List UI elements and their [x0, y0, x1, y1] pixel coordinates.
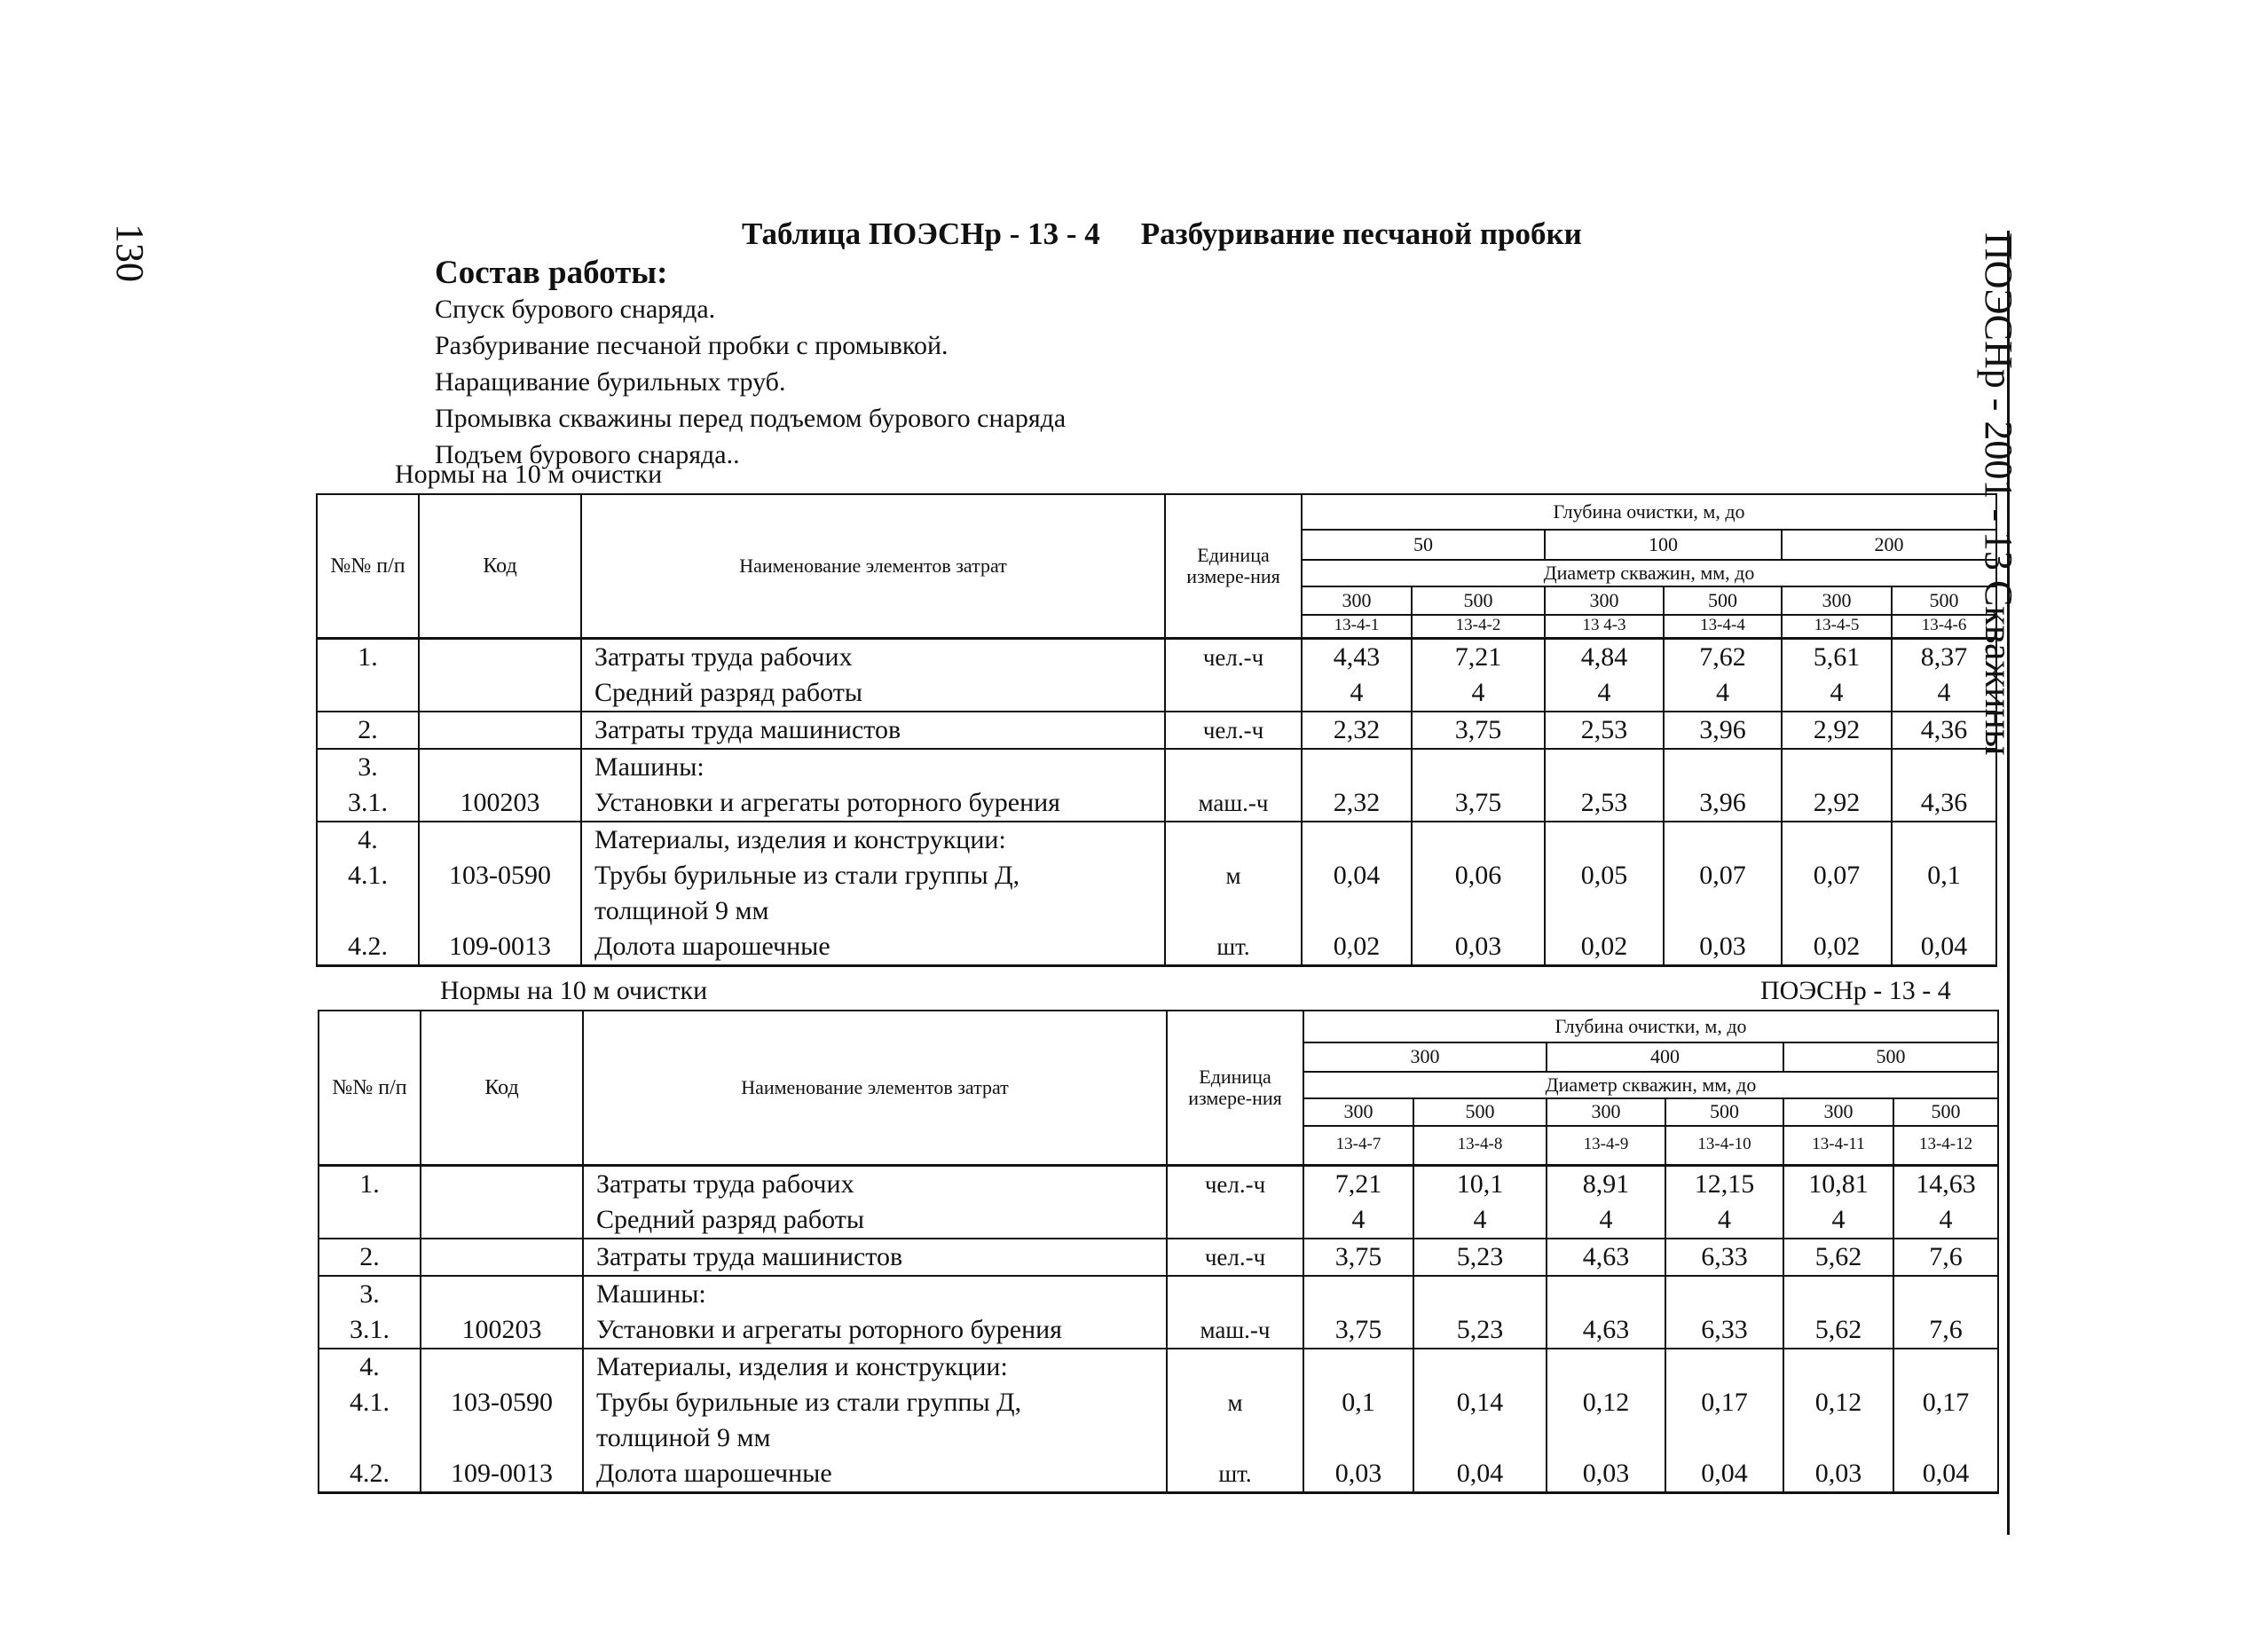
row-value: 4 — [1782, 675, 1892, 712]
row-value: 8,91 — [1547, 1165, 1665, 1202]
row-value: 0,17 — [1665, 1385, 1783, 1420]
row-code — [421, 1239, 583, 1276]
row-code — [421, 1420, 583, 1456]
row-value — [1303, 1420, 1413, 1456]
row-cost-element: Затраты труда рабочих — [581, 638, 1165, 675]
work-item: Промывка скважины перед подъемом бурового снаряда — [435, 404, 1067, 433]
row-value: 0,04 — [1302, 858, 1412, 893]
row-value — [1545, 749, 1664, 785]
row-value: 0,04 — [1665, 1456, 1783, 1493]
row-unit: шт. — [1167, 1456, 1303, 1493]
row-value — [1892, 749, 1996, 785]
row-value — [1782, 749, 1892, 785]
table-row — [317, 858, 1996, 893]
row-value: 7,6 — [1893, 1312, 1998, 1349]
row-value — [1413, 1349, 1547, 1385]
row-value — [1664, 893, 1782, 929]
header-diameter-value: 500 — [1412, 586, 1545, 615]
header-norm-code: 13-4-1 — [1302, 615, 1412, 638]
row-value: 7,21 — [1412, 638, 1545, 675]
row-value — [1665, 1349, 1783, 1385]
table-code-label-2: ПОЭСНр - 13 - 4 — [1760, 976, 1951, 1005]
header-code: Код — [419, 494, 581, 638]
table-title — [742, 216, 1582, 252]
row-unit: маш.-ч — [1167, 1312, 1303, 1349]
header-norm-code: 13 4-3 — [1545, 615, 1664, 638]
row-unit: чел.-ч — [1167, 1165, 1303, 1202]
row-number: 3.1. — [319, 1312, 421, 1349]
row-cost-element: Установки и агрегаты роторного бурения — [581, 785, 1165, 822]
row-value — [1893, 1420, 1998, 1456]
header-diameter-value: 500 — [1664, 586, 1782, 615]
work-composition-list — [435, 291, 1066, 473]
table-row — [317, 638, 1996, 675]
table-row — [317, 929, 1996, 966]
row-value: 4,63 — [1547, 1312, 1665, 1349]
row-value: 8,37 — [1892, 638, 1996, 675]
row-code — [419, 675, 581, 712]
table-row — [319, 1385, 1998, 1420]
row-value: 0,02 — [1545, 929, 1664, 966]
header-norm-code: 13-4-4 — [1664, 615, 1782, 638]
row-value: 0,05 — [1545, 858, 1664, 893]
row-value — [1547, 1420, 1665, 1456]
row-unit — [1165, 822, 1302, 858]
row-unit — [1167, 1420, 1303, 1456]
row-value — [1303, 1276, 1413, 1312]
row-value: 12,15 — [1665, 1165, 1783, 1202]
row-value — [1547, 1276, 1665, 1312]
header-norm-code: 13-4-9 — [1547, 1126, 1665, 1165]
row-value — [1412, 749, 1545, 785]
table-name: Разбуривание песчаной пробки — [1140, 216, 1582, 251]
row-cost-element: Установки и агрегаты роторного бурения — [583, 1312, 1167, 1349]
row-value — [1783, 1349, 1893, 1385]
row-value: 3,75 — [1303, 1239, 1413, 1276]
row-value: 10,81 — [1783, 1165, 1893, 1202]
row-code — [421, 1202, 583, 1239]
row-value — [1547, 1349, 1665, 1385]
row-value: 0,06 — [1412, 858, 1545, 893]
header-norm-code: 13-4-11 — [1783, 1126, 1893, 1165]
row-code: 100203 — [419, 785, 581, 822]
row-cost-element: Долота шарошечные — [583, 1456, 1167, 1493]
row-value: 10,1 — [1413, 1165, 1547, 1202]
row-number: 4. — [319, 1349, 421, 1385]
row-value — [1303, 1349, 1413, 1385]
row-unit: чел.-ч — [1167, 1239, 1303, 1276]
norms-label-1: Нормы на 10 м очистки — [395, 460, 663, 489]
header-diameter: Диаметр скважин, мм, до — [1303, 1072, 1998, 1098]
row-code — [419, 638, 581, 675]
row-value: 0,03 — [1547, 1456, 1665, 1493]
table-row — [317, 822, 1996, 858]
row-number: 4.1. — [317, 858, 419, 893]
table-row — [317, 893, 1996, 929]
row-code: 109-0013 — [419, 929, 581, 966]
row-cost-element: Материалы, изделия и конструкции: — [583, 1349, 1167, 1385]
header-depth-value: 400 — [1547, 1042, 1783, 1072]
row-value — [1413, 1276, 1547, 1312]
row-value: 2,32 — [1302, 785, 1412, 822]
row-value: 3,75 — [1412, 785, 1545, 822]
row-value: 4 — [1547, 1202, 1665, 1239]
row-value: 6,33 — [1665, 1239, 1783, 1276]
row-unit — [1165, 675, 1302, 712]
row-code — [419, 822, 581, 858]
header-diameter-value: 500 — [1892, 586, 1996, 615]
row-value: 4 — [1545, 675, 1664, 712]
row-value — [1664, 749, 1782, 785]
row-code — [419, 893, 581, 929]
header-norm-code: 13-4-2 — [1412, 615, 1545, 638]
row-code: 100203 — [421, 1312, 583, 1349]
row-code — [421, 1165, 583, 1202]
row-value: 0,12 — [1547, 1385, 1665, 1420]
header-norm-code: 13-4-12 — [1893, 1126, 1998, 1165]
header-norm-code: 13-4-6 — [1892, 615, 1996, 638]
row-value: 5,61 — [1782, 638, 1892, 675]
header-norm-code: 13-4-5 — [1782, 615, 1892, 638]
header-cost-element: Наименование элементов затрат — [583, 1011, 1167, 1165]
header-depth: Глубина очистки, м, до — [1303, 1011, 1998, 1042]
header-depth-value: 200 — [1782, 530, 1996, 560]
row-code — [419, 749, 581, 785]
row-value — [1665, 1276, 1783, 1312]
row-value: 4 — [1892, 675, 1996, 712]
row-value — [1892, 893, 1996, 929]
table-code: Таблица ПОЭСНр - 13 - 4 — [742, 216, 1100, 251]
row-value — [1664, 822, 1782, 858]
header-depth: Глубина очистки, м, до — [1302, 494, 1996, 530]
row-unit — [1167, 1276, 1303, 1312]
row-value: 0,03 — [1783, 1456, 1893, 1493]
row-value: 0,12 — [1783, 1385, 1893, 1420]
table-row — [317, 712, 1996, 749]
row-value: 0,02 — [1302, 929, 1412, 966]
header-depth-value: 500 — [1783, 1042, 1998, 1072]
row-number: 2. — [319, 1239, 421, 1276]
row-value — [1412, 822, 1545, 858]
row-number — [317, 675, 419, 712]
work-item: Наращивание бурильных труб. — [435, 367, 786, 397]
header-diameter-value: 300 — [1783, 1098, 1893, 1126]
table-row — [319, 1276, 1998, 1312]
table-row — [317, 785, 1996, 822]
row-value — [1783, 1420, 1893, 1456]
header-depth-value: 100 — [1545, 530, 1782, 560]
row-value: 0,1 — [1892, 858, 1996, 893]
row-value: 4 — [1783, 1202, 1893, 1239]
row-value: 14,63 — [1893, 1165, 1998, 1202]
row-cost-element: Машины: — [581, 749, 1165, 785]
work-composition-heading: Состав работы: — [435, 255, 668, 291]
row-number: 4.2. — [317, 929, 419, 966]
row-value — [1782, 893, 1892, 929]
table-row — [317, 749, 1996, 785]
row-value — [1545, 893, 1664, 929]
row-unit — [1165, 749, 1302, 785]
row-value: 5,62 — [1783, 1239, 1893, 1276]
row-value: 0,02 — [1782, 929, 1892, 966]
row-cost-element: Трубы бурильные из стали группы Д, — [581, 858, 1165, 893]
row-value: 5,23 — [1413, 1312, 1547, 1349]
row-cost-element: Трубы бурильные из стали группы Д, — [583, 1385, 1167, 1420]
row-code — [419, 712, 581, 749]
header-unit: Единица измере-ния — [1165, 494, 1302, 638]
row-value: 3,75 — [1412, 712, 1545, 749]
row-cost-element: Затраты труда рабочих — [583, 1165, 1167, 1202]
row-value — [1302, 822, 1412, 858]
row-number — [319, 1202, 421, 1239]
row-value: 4,36 — [1892, 785, 1996, 822]
row-code: 109-0013 — [421, 1456, 583, 1493]
row-value: 4 — [1664, 675, 1782, 712]
row-cost-element: Средний разряд работы — [583, 1202, 1167, 1239]
side-document-title: ПОЭСНр - 2001 - 13 Скважины — [1977, 232, 2020, 756]
row-cost-element: Затраты труда машинистов — [583, 1239, 1167, 1276]
row-value: 7,62 — [1664, 638, 1782, 675]
row-code — [421, 1276, 583, 1312]
row-number: 3.1. — [317, 785, 419, 822]
row-value: 6,33 — [1665, 1312, 1783, 1349]
row-cost-element: Затраты труда машинистов — [581, 712, 1165, 749]
header-code: Код — [421, 1011, 583, 1165]
table-row — [317, 675, 1996, 712]
row-value: 7,6 — [1893, 1239, 1998, 1276]
row-cost-element: Материалы, изделия и конструкции: — [581, 822, 1165, 858]
header-diameter: Диаметр скважин, мм, до — [1302, 560, 1996, 586]
row-value: 3,96 — [1664, 785, 1782, 822]
row-value — [1412, 893, 1545, 929]
row-unit — [1167, 1349, 1303, 1385]
header-diameter-value: 300 — [1782, 586, 1892, 615]
row-number — [319, 1420, 421, 1456]
row-value: 4 — [1302, 675, 1412, 712]
table-row — [319, 1420, 1998, 1456]
row-value: 5,62 — [1783, 1312, 1893, 1349]
row-value: 4,36 — [1892, 712, 1996, 749]
row-number: 1. — [317, 638, 419, 675]
work-item: Спуск бурового снаряда. — [435, 295, 716, 324]
row-value: 0,07 — [1664, 858, 1782, 893]
row-code — [421, 1349, 583, 1385]
table-row — [319, 1349, 1998, 1385]
table-row — [319, 1312, 1998, 1349]
row-code: 103-0590 — [419, 858, 581, 893]
row-value: 4,43 — [1302, 638, 1412, 675]
row-value — [1893, 1349, 1998, 1385]
row-number: 4.2. — [319, 1456, 421, 1493]
row-value: 2,92 — [1782, 785, 1892, 822]
row-unit: м — [1167, 1385, 1303, 1420]
header-cost-element: Наименование элементов затрат — [581, 494, 1165, 638]
row-cost-element: толщиной 9 мм — [583, 1420, 1167, 1456]
header-depth-value: 300 — [1303, 1042, 1547, 1072]
header-diameter-value: 300 — [1303, 1098, 1413, 1126]
row-value — [1783, 1276, 1893, 1312]
row-value: 2,53 — [1545, 785, 1664, 822]
page-number: 130 — [108, 224, 152, 282]
table-row — [319, 1456, 1998, 1493]
row-value: 2,32 — [1302, 712, 1412, 749]
header-diameter-value: 300 — [1545, 586, 1664, 615]
row-value: 0,14 — [1413, 1385, 1547, 1420]
row-number — [317, 893, 419, 929]
header-norm-code: 13-4-8 — [1413, 1126, 1547, 1165]
table-row — [319, 1165, 1998, 1202]
row-code: 103-0590 — [421, 1385, 583, 1420]
row-value: 0,03 — [1412, 929, 1545, 966]
row-number: 3. — [317, 749, 419, 785]
row-cost-element: толщиной 9 мм — [581, 893, 1165, 929]
row-value: 0,04 — [1892, 929, 1996, 966]
norms-label-2: Нормы на 10 м очистки — [440, 976, 708, 1005]
header-diameter-value: 500 — [1665, 1098, 1783, 1126]
table-row — [319, 1239, 1998, 1276]
row-value: 4 — [1303, 1202, 1413, 1239]
row-value: 4 — [1413, 1202, 1547, 1239]
header-norm-code: 13-4-7 — [1303, 1126, 1413, 1165]
header-number: №№ п/п — [317, 494, 419, 638]
row-unit — [1167, 1202, 1303, 1239]
row-value — [1665, 1420, 1783, 1456]
header-diameter-value: 300 — [1547, 1098, 1665, 1126]
header-diameter-value: 300 — [1302, 586, 1412, 615]
row-value — [1302, 749, 1412, 785]
row-value: 0,17 — [1893, 1385, 1998, 1420]
header-row — [317, 494, 1996, 530]
header-diameter-value: 500 — [1413, 1098, 1547, 1126]
row-cost-element: Долота шарошечные — [581, 929, 1165, 966]
row-value: 4,63 — [1547, 1239, 1665, 1276]
row-unit: маш.-ч — [1165, 785, 1302, 822]
header-depth-value: 50 — [1302, 530, 1545, 560]
header-number: №№ п/п — [319, 1011, 421, 1165]
row-number: 4.1. — [319, 1385, 421, 1420]
row-value: 2,92 — [1782, 712, 1892, 749]
row-cost-element: Машины: — [583, 1276, 1167, 1312]
row-value: 0,04 — [1893, 1456, 1998, 1493]
row-value: 0,03 — [1303, 1456, 1413, 1493]
work-item: Разбуривание песчаной пробки с промывкой. — [435, 331, 948, 360]
row-value: 4 — [1893, 1202, 1998, 1239]
row-value: 4 — [1665, 1202, 1783, 1239]
row-value: 0,04 — [1413, 1456, 1547, 1493]
header-diameter-value: 500 — [1893, 1098, 1998, 1126]
row-value: 4,84 — [1545, 638, 1664, 675]
row-value — [1545, 822, 1664, 858]
header-norm-code: 13-4-10 — [1665, 1126, 1783, 1165]
row-value: 7,21 — [1303, 1165, 1413, 1202]
row-unit: чел.-ч — [1165, 712, 1302, 749]
row-value — [1892, 822, 1996, 858]
row-value — [1893, 1276, 1998, 1312]
row-value: 0,1 — [1303, 1385, 1413, 1420]
row-cost-element: Средний разряд работы — [581, 675, 1165, 712]
row-number: 1. — [319, 1165, 421, 1202]
work-item: Подъем бурового снаряда.. — [435, 440, 740, 469]
row-number: 3. — [319, 1276, 421, 1312]
row-value: 0,07 — [1782, 858, 1892, 893]
row-number: 4. — [317, 822, 419, 858]
row-value: 5,23 — [1413, 1239, 1547, 1276]
row-unit: м — [1165, 858, 1302, 893]
header-row — [319, 1011, 1998, 1042]
row-value: 4 — [1412, 675, 1545, 712]
row-value: 3,96 — [1664, 712, 1782, 749]
header-unit: Единица измере-ния — [1167, 1011, 1303, 1165]
row-value: 2,53 — [1545, 712, 1664, 749]
row-unit — [1165, 893, 1302, 929]
row-number: 2. — [317, 712, 419, 749]
table-row — [319, 1202, 1998, 1239]
row-value: 0,03 — [1664, 929, 1782, 966]
row-value — [1413, 1420, 1547, 1456]
row-unit: шт. — [1165, 929, 1302, 966]
row-value — [1302, 893, 1412, 929]
row-unit: чел.-ч — [1165, 638, 1302, 675]
row-value — [1782, 822, 1892, 858]
row-value: 3,75 — [1303, 1312, 1413, 1349]
